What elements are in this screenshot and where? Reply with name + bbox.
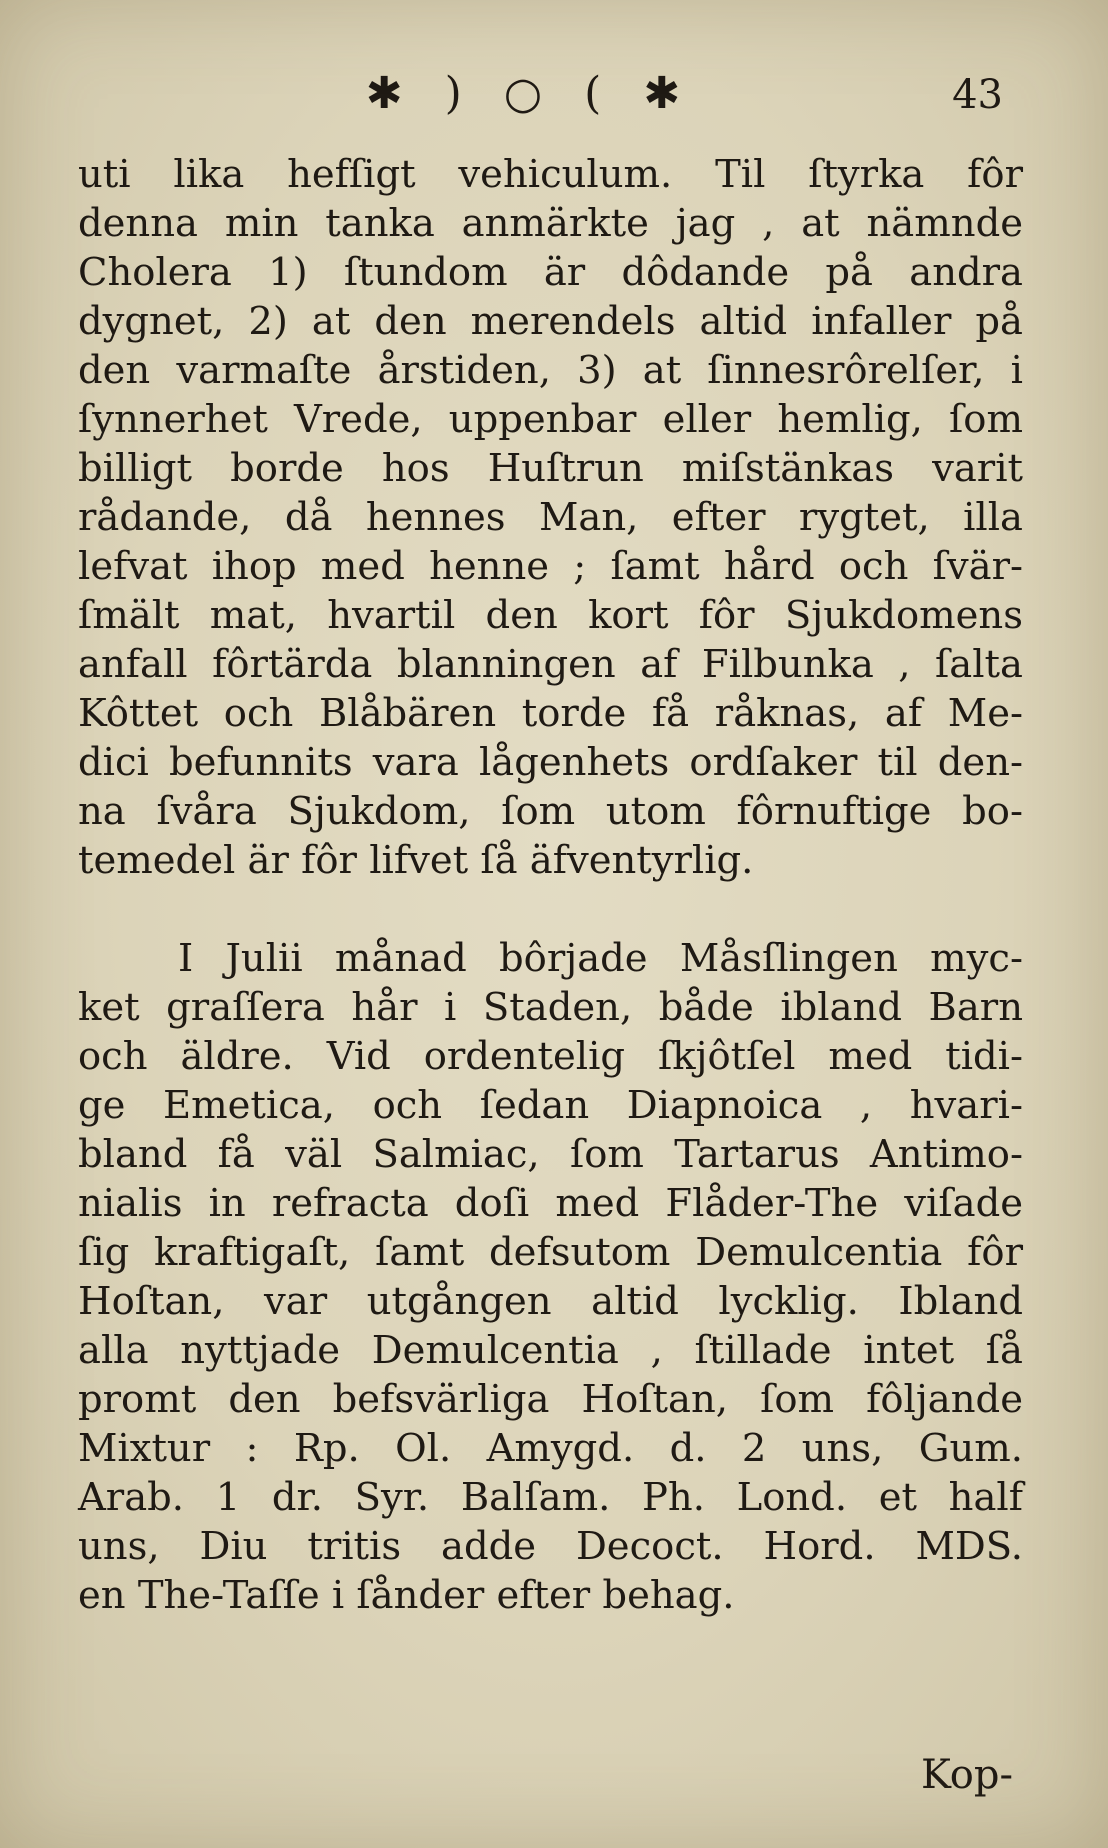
text-line: Arab. 1 dr. Syr. Balſam. Ph. Lond. et half [78,1475,1023,1520]
text-line: alla nyttjade Demulcentia , ſtillade intet ſå [78,1328,1023,1373]
text-line: dygnet, 2) at den merendels altid infaller på [78,299,1023,344]
text-line: den varmaſte årstiden, 3) at ſinnesrôrelſer, i [78,348,1023,393]
text-line: ſig kraftigaſt, ſamt defsutom Demulcentia fôr [78,1230,1023,1275]
text-line: denna min tanka anmärkte jag , at nämnde [78,201,1023,246]
body-text [78,150,1023,1620]
text-line: ſynnerhet Vrede, uppenbar eller hemlig, ſom [78,397,1023,442]
paragraph [78,934,1023,1620]
text-line: billigt borde hos Huſtrun miſstänkas varit [78,446,1023,491]
text-line: anfall fôrtärda blanningen af Filbunka , ſalta [78,642,1023,687]
page-header [0,68,1108,128]
text-line: rådande, då hennes Man, efter rygtet, illa [78,495,1023,540]
catchword: Kop- [920,1752,1013,1798]
text-line: Hoſtan, var utgången altid lycklig. Ibland [78,1279,1023,1324]
text-line: en The-Taſſe i ſånder efter behag. [78,1573,735,1618]
text-line: och äldre. Vid ordentelig ſkjôtſel med tidi- [78,1034,1023,1079]
paragraph-gap [78,885,1023,934]
header-ornament: ✱ ) ○ ( ✱ [365,68,695,119]
text-line: temedel är fôr lifvet ſå äfventyrlig. [78,838,754,883]
text-line: ſmält mat, hvartil den kort fôr Sjukdomens [78,593,1023,638]
text-line: dici befunnits vara lågenhets ordſaker til den- [78,740,1023,785]
paragraph [78,150,1023,885]
text-line: na ſvåra Sjukdom, ſom utom fôrnuftige bo- [78,789,1023,834]
text-line: nialis in refracta doſi med Flåder-The viſade [78,1181,1023,1226]
text-line: Mixtur : Rp. Ol. Amygd. d. 2 uns, Gum. [78,1426,1023,1471]
text-line: Cholera 1) ſtundom är dôdande på andra [78,250,1023,295]
text-line: ge Emetica, och ſedan Diapnoica , hvari- [78,1083,1023,1128]
text-line: uti lika hefſigt vehiculum. Til ſtyrka fôr [78,152,1023,197]
text-line: ket graſſera hår i Staden, både ibland Barn [78,985,1023,1030]
text-line: bland få väl Salmiac, ſom Tartarus Antimo- [78,1132,1023,1177]
text-line: uns, Diu tritis adde Decoct. Hord. MDS. [78,1524,1023,1569]
text-line: promt den befsvärliga Hoſtan, ſom fôljande [78,1377,1023,1422]
text-line: lefvat ihop med henne ; ſamt hård och ſvär- [78,544,1023,589]
page-number: 43 [952,72,1003,118]
text-line: I Julii månad bôrjade Måsſlingen myc- [178,936,1023,981]
text-line: Kôttet och Blåbären torde få råknas, af Me- [78,691,1023,736]
